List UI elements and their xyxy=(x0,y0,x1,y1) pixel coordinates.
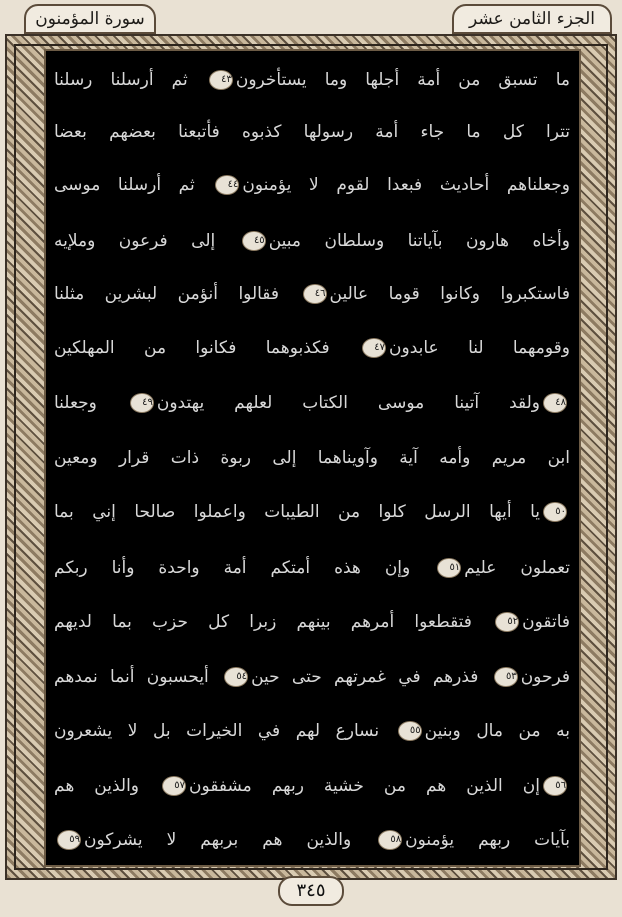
ayah-marker-icon: ٥٠ xyxy=(543,502,567,522)
verse-text: تعملون عليم xyxy=(464,558,570,578)
verse-text: إن الذين هم من خشية ربهم مشفقون xyxy=(189,776,540,796)
verse-text: إلى فرعون وملإيه xyxy=(54,231,239,251)
juz-header: الجزء الثامن عشر xyxy=(452,4,612,34)
verse-line xyxy=(54,818,570,862)
ayah-marker-icon: ٥٥ xyxy=(398,721,422,741)
verse-text: تترا كل ما جاء أمة رسولها كذبوه فأتبعنا بعضهم بعضا xyxy=(54,122,570,142)
verse-text: فذرهم في غمرتهم حتى حين xyxy=(251,667,491,687)
ayah-marker-icon: ٤٨ xyxy=(543,393,567,413)
verse-text: وإن هذه أمتكم أمة واحدة وأنا ربكم xyxy=(54,558,435,578)
verse-text: فاتقون xyxy=(522,612,570,632)
verse-text: ما تسبق من أمة أجلها وما يستأخرون xyxy=(235,70,570,90)
verse-line xyxy=(54,600,570,644)
verse-text: فقالوا أنؤمن لبشرين مثلنا xyxy=(54,284,300,304)
verse-text: ثم أرسلنا رسلنا xyxy=(54,70,206,90)
ayah-marker-icon: ٥٨ xyxy=(378,830,402,850)
verse-text: وقومهما لنا عابدون xyxy=(389,338,570,358)
verse-text: وجعلنا xyxy=(54,393,127,413)
verse-text: نسارع لهم في الخيرات بل لا يشعرون xyxy=(54,721,395,741)
verse-line xyxy=(54,655,570,699)
verse-text: بآيات ربهم يؤمنون xyxy=(405,830,570,850)
verse-text: ولقد آتينا موسى الكتاب لعلهم يهتدون xyxy=(156,393,540,413)
verse-text: والذين هم xyxy=(54,776,160,796)
verse-line xyxy=(54,58,570,102)
verse-line xyxy=(54,219,570,263)
ayah-marker-icon: ٤٩ xyxy=(130,393,154,413)
verse-line xyxy=(54,546,570,590)
verse-text: والذين هم بربهم لا يشركون xyxy=(84,830,376,850)
ayah-marker-icon: ٥٢ xyxy=(495,612,519,632)
verse-line xyxy=(54,163,570,207)
verse-line xyxy=(54,272,570,316)
verse-text: وأخاه هارون بآياتنا وسلطان مبين xyxy=(268,231,570,251)
page-number: ٣٤٥ xyxy=(278,876,344,906)
verse-line xyxy=(54,381,570,425)
surah-header: سورة المؤمنون xyxy=(24,4,156,34)
verse-text: فكذبوهما فكانوا من المهلكين xyxy=(54,338,360,358)
verse-text: فتقطعوا أمرهم بينهم زبرا كل حزب بما لديهم xyxy=(54,612,493,632)
verse-line xyxy=(54,326,570,370)
ayah-marker-icon: ٤٣ xyxy=(209,70,233,90)
ayah-marker-icon: ٥٣ xyxy=(494,667,518,687)
verse-text: ثم أرسلنا موسى xyxy=(54,175,213,195)
ayah-marker-icon: ٤٤ xyxy=(215,175,239,195)
verse-line xyxy=(54,709,570,753)
verse-text: فرحون xyxy=(520,667,570,687)
verse-line xyxy=(54,110,570,154)
verse-text: يا أيها الرسل كلوا من الطيبات واعملوا صالحا إني بما xyxy=(54,502,540,522)
verse-text: به من مال وبنين xyxy=(424,721,570,741)
ayah-marker-icon: ٥٧ xyxy=(162,776,186,796)
ayah-marker-icon: ٥٤ xyxy=(224,667,248,687)
verse-line xyxy=(54,764,570,808)
verse-line xyxy=(54,490,570,534)
verse-text: ابن مريم وأمه آية وآويناهما إلى ربوة ذات قرار ومعين xyxy=(54,448,570,468)
ayah-marker-icon: ٤٥ xyxy=(242,231,266,251)
ayah-marker-icon: ٥٦ xyxy=(543,776,567,796)
verse-text: أيحسبون أنما نمدهم xyxy=(54,667,222,687)
ayah-marker-icon: ٥٩ xyxy=(57,830,81,850)
ayah-marker-icon: ٤٦ xyxy=(303,284,327,304)
ayah-marker-icon: ٤٧ xyxy=(362,338,386,358)
verse-line xyxy=(54,436,570,480)
ayah-marker-icon: ٥١ xyxy=(437,558,461,578)
verse-text: وجعلناهم أحاديث فبعدا لقوم لا يؤمنون xyxy=(242,175,570,195)
verse-text: فاستكبروا وكانوا قوما عالين xyxy=(329,284,570,304)
